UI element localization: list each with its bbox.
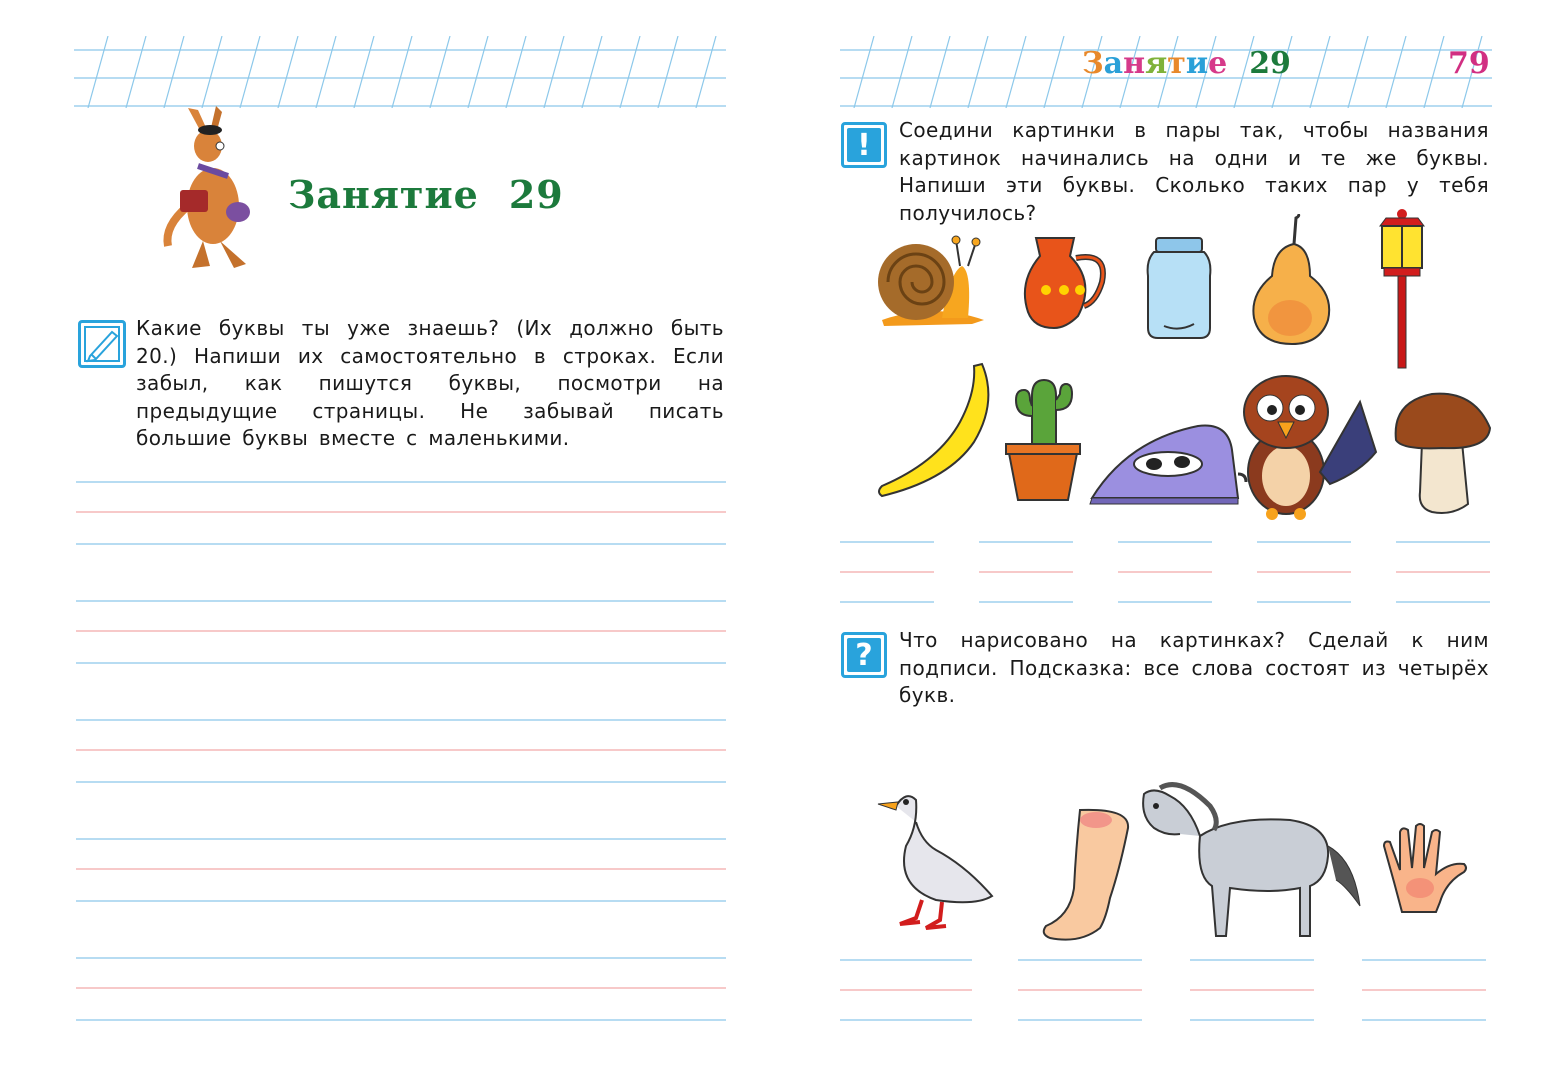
- pencil-paper-icon: [82, 324, 122, 364]
- task-text-letters: Какие буквы ты уже знаешь? (Их должно быть 20.) Напиши их самостоятельно в строках. Если забыл, как пишутся буквы, посмотри на предыдущие страницы. Не забывай писать большие буквы вместе с маленькими.: [136, 316, 724, 450]
- snail-icon: [872, 232, 988, 328]
- banana-icon: [874, 362, 994, 498]
- ruled-line: [658, 36, 678, 108]
- ruled-line: [468, 36, 488, 108]
- iron-icon: [1088, 420, 1248, 506]
- ruled-line: [392, 36, 412, 108]
- mushroom-icon: [1392, 392, 1492, 516]
- writing-lines-left[interactable]: [76, 470, 728, 1040]
- task-text-pairs: Соедини картинки в пары так, чтобы названия картинок начинались на одни и те же буквы. Напиши эти буквы. Сколько таких пар у тебя получилось?: [899, 118, 1489, 225]
- page-number: 79: [1448, 46, 1490, 81]
- header-grid-left: [74, 36, 726, 108]
- header-letter: а: [1103, 46, 1124, 81]
- ruled-line: [1006, 36, 1026, 108]
- header-letter: и: [1185, 46, 1209, 81]
- lantern-icon: [1374, 208, 1430, 370]
- question-icon: ?: [841, 632, 887, 678]
- ruled-line: [620, 36, 640, 108]
- ruled-line: [582, 36, 602, 108]
- leg-icon: [1040, 808, 1136, 944]
- ruled-line: [88, 36, 108, 108]
- lesson-title-number: 29: [508, 172, 564, 217]
- header-number: 29: [1249, 46, 1291, 81]
- jar-icon: [1144, 236, 1214, 340]
- ruled-line: [278, 36, 298, 108]
- ruled-line: [1348, 36, 1368, 108]
- ruled-line: [1424, 36, 1444, 108]
- hand-icon: [1380, 822, 1470, 914]
- ruled-line: [930, 36, 950, 108]
- jug-icon: [1018, 232, 1110, 330]
- ruled-line: [430, 36, 450, 108]
- ruled-line: [544, 36, 564, 108]
- kangaroo-icon: [158, 106, 264, 272]
- ruled-line: [1310, 36, 1330, 108]
- cactus-icon: [1002, 366, 1084, 504]
- ruled-line: [240, 36, 260, 108]
- ruled-line: [696, 36, 716, 108]
- horse-icon: [1140, 776, 1364, 942]
- task-text-captions: Что нарисовано на картинках? Сделай к ним подписи. Подсказка: все слова состоят из четырёх букв.: [899, 628, 1489, 707]
- ruled-line: [126, 36, 146, 108]
- ruled-line: [164, 36, 184, 108]
- ruled-line: [892, 36, 912, 108]
- pear-icon: [1250, 214, 1334, 346]
- ruled-line: [316, 36, 336, 108]
- header-letter: я: [1145, 46, 1168, 81]
- pair-answer-lines[interactable]: [840, 536, 1492, 608]
- task-write-badge: [78, 320, 126, 368]
- goose-icon: [876, 786, 996, 930]
- header-letter: е: [1208, 46, 1228, 81]
- owl-icon: [1240, 372, 1380, 522]
- header-letter: т: [1167, 46, 1186, 81]
- ruled-line: [968, 36, 988, 108]
- ruled-line: [506, 36, 526, 108]
- lesson-header: [1082, 46, 1291, 81]
- ruled-line: [202, 36, 222, 108]
- ruled-line: [854, 36, 874, 108]
- caption-answer-lines[interactable]: [840, 954, 1492, 1026]
- ruled-line: [1044, 36, 1064, 108]
- exclamation-icon: !: [841, 122, 887, 168]
- ruled-line: [1386, 36, 1406, 108]
- lesson-title: [288, 172, 564, 217]
- header-letter: З: [1082, 46, 1104, 81]
- header-letter: н: [1123, 46, 1146, 81]
- ruled-line: [354, 36, 374, 108]
- lesson-title-word: Занятие: [288, 172, 479, 217]
